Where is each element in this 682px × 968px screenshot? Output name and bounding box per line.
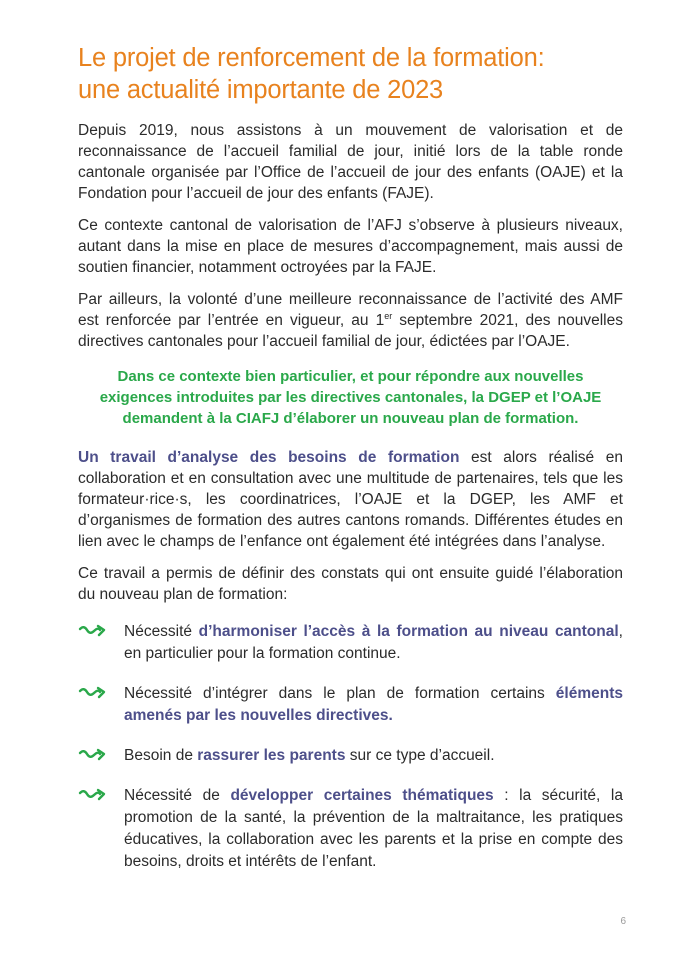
- bullet-emphasis: rassurer les parents: [197, 747, 346, 764]
- p3-after: septembre 2021, des nouvelles directives cantonales pour l’accueil familial de jour, édictées par l’OAJE.: [78, 312, 623, 350]
- paragraph-intro: Depuis 2019, nous assistons à un mouvement de valorisation et de reconnaissance de l’accueil familial de jour, initié lors de la table ronde cantonale organisée par l’Office de l’accueil de jour des enfants (OAJE) et la Fondation pour l’accueil de jour des enfants (FAJE).: [78, 122, 623, 202]
- list-item: [78, 683, 623, 727]
- title-line-1: Le projet de renforcement de la formation:: [78, 44, 545, 72]
- bullet-text-before: Nécessité d’intégrer dans le plan de formation certains: [124, 685, 556, 702]
- paragraph-directives: [78, 289, 623, 352]
- bullet-list: [78, 621, 623, 873]
- list-item: [78, 621, 623, 665]
- paragraph-constats: Ce travail a permis de définir des constats qui ont ensuite guidé l’élaboration du nouveau plan de formation:: [78, 565, 623, 603]
- squiggle-arrow-icon: [78, 748, 108, 762]
- list-item: [78, 745, 623, 767]
- squiggle-arrow-icon: [78, 624, 108, 638]
- title-line-2: une actualité importante de 2023: [78, 76, 444, 104]
- bullet-emphasis: développer certaines thématiques: [230, 787, 494, 804]
- list-item: [78, 785, 623, 873]
- p3-sup: er: [384, 310, 393, 321]
- highlight-statement: Dans ce contexte bien particulier, et pour répondre aux nouvelles exigences introduites par les directives cantonales, la DGEP et l’OAJE demandent à la CIAFJ d’élaborer un nouveau plan de formation.: [99, 368, 602, 427]
- bullet-text: [124, 621, 623, 665]
- bullet-text: [124, 683, 623, 727]
- paragraph-analysis: [78, 447, 623, 552]
- bullet-emphasis: éléments amenés par les nouvelles directives.: [124, 685, 623, 724]
- bullet-text-before: Besoin de: [124, 747, 198, 764]
- bullet-text-after: sur ce type d’accueil.: [345, 747, 495, 764]
- analysis-emphasis: Un travail d’analyse des besoins de formation: [78, 449, 460, 466]
- squiggle-arrow-icon: [78, 686, 108, 700]
- page-number: 6: [620, 916, 626, 927]
- bullet-emphasis: d’harmoniser l’accès à la formation au niveau cantonal: [198, 623, 619, 640]
- bullet-text: [124, 745, 623, 767]
- bullet-text-before: Nécessité de: [124, 787, 231, 804]
- page-title: [78, 42, 623, 106]
- analysis-rest: est alors réalisé en collaboration et en consultation avec une multitude de partenaires, tels que les formateur·rice·s, les coordinatrices, l’OAJE et la DGEP, les AMF et d’organismes de formation des autres cantons romands. Différentes études en lien avec le champs de l’enfance ont également été intégrées dans l’analyse.: [78, 449, 623, 550]
- bullet-text-before: Nécessité: [124, 623, 199, 640]
- bullet-text: [124, 785, 623, 873]
- paragraph-context: Ce contexte cantonal de valorisation de l’AFJ s’observe à plusieurs niveaux, autant dans la mise en place de mesures d’accompagnement, mais aussi de soutien financier, notamment octroyées par la FAJE.: [78, 217, 623, 276]
- bullet-text-after: : la sécurité, la promotion de la santé, la prévention de la maltraitance, les pratiques éducatives, la collaboration avec les parents et la prise en compte des besoins, droits et intérêts de l’enfant.: [124, 787, 623, 870]
- bullet-text-after: , en particulier pour la formation continue.: [124, 623, 623, 662]
- squiggle-arrow-icon: [78, 788, 108, 802]
- page-content: [78, 42, 623, 891]
- p3-before: Par ailleurs, la volonté d’une meilleure reconnaissance de l’activité des AMF est renforcée par l’entrée en vigueur, au 1: [78, 291, 623, 329]
